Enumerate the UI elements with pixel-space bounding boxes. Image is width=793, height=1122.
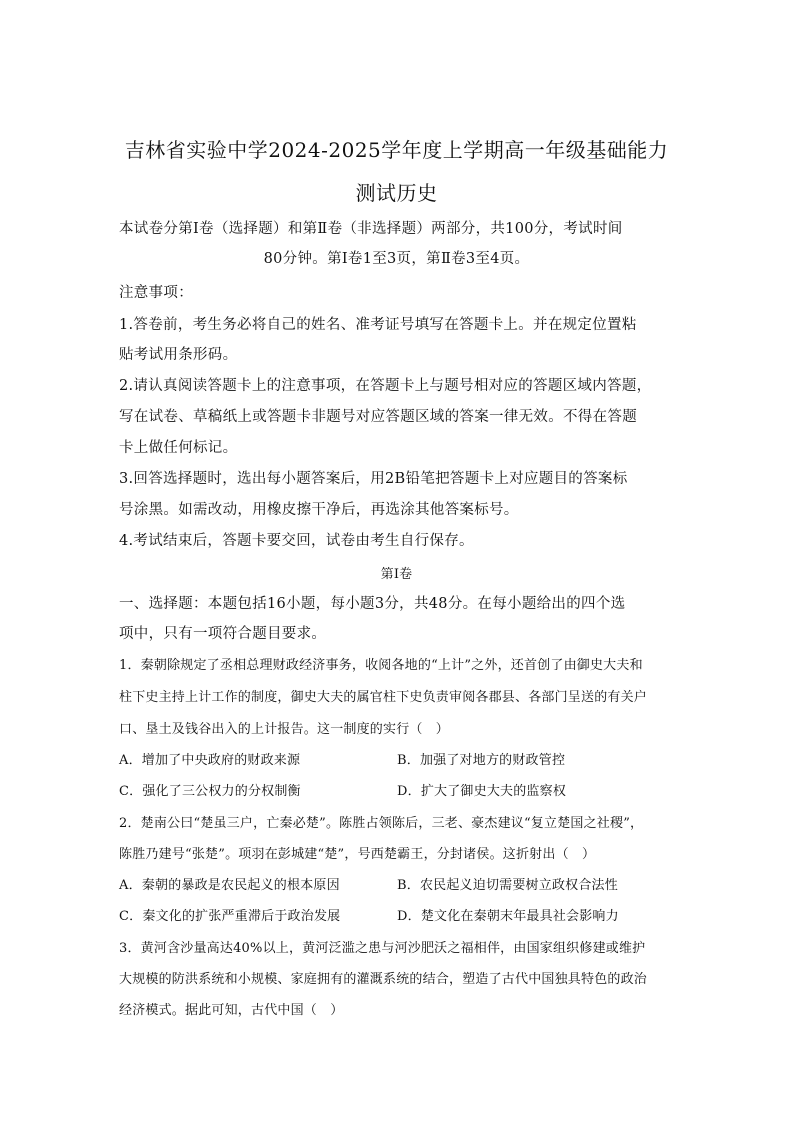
question-2-stem-line-1: 2．楚南公曰“楚虽三户，亡秦必楚”。陈胜占领陈后，三老、豪杰建议“复立楚国之社稷”， bbox=[119, 816, 644, 831]
notice-3-line-2: 号涂黑。如需改动，用橡皮擦干净后，再选涂其他答案标号。 bbox=[119, 502, 519, 518]
question-2-stem-line-2: 陈胜乃建号“张楚”。项羽在彭城建“楚”，号西楚霸王，分封诸侯。这折射出（ ） bbox=[119, 847, 596, 862]
question-2-option-c: C．秦文化的扩张严重滞后于政治发展 bbox=[119, 909, 341, 924]
exam-title-line-2: 测试历史 bbox=[355, 181, 438, 205]
question-1-option-d: D．扩大了御史大夫的监察权 bbox=[397, 784, 567, 799]
notice-1-line-2: 贴考试用条形码。 bbox=[119, 347, 238, 363]
question-1-stem-line-2: 柱下史主持上计工作的制度，御史大夫的属官柱下史负责审阅各郡县、各部门呈送的有关户 bbox=[119, 690, 648, 705]
notice-4-line-1: 4.考试结束后，答题卡要交回，试卷由考生自行保存。 bbox=[119, 533, 474, 549]
notice-1-line-1: 1.答卷前，考生务必将自己的姓名、准考证号填写在答题卡上。并在规定位置粘 bbox=[119, 317, 637, 333]
part-intro-line-2: 项中，只有一项符合题目要求。 bbox=[119, 626, 327, 642]
question-2-option-b: B．农民起义迫切需要树立政权合法性 bbox=[397, 878, 618, 893]
question-3-stem-line-2: 大规模的防洪系统和小规模、家庭拥有的灌溉系统的结合，塑造了古代中国独具特色的政治 bbox=[119, 972, 648, 987]
question-1-option-a: A．增加了中央政府的财政来源 bbox=[119, 753, 301, 768]
intro-line-1: 本试卷分第Ⅰ卷（选择题）和第Ⅱ卷（非选择题）两部分，共100分，考试时间 bbox=[119, 221, 623, 237]
intro-line-2: 80分钟。第Ⅰ卷1至3页，第Ⅱ卷3至4页。 bbox=[263, 251, 530, 267]
question-3-stem-line-1: 3．黄河含沙量高达40%以上，黄河泛滥之患与河沙肥沃之福相伴，由国家组织修建或维护 bbox=[119, 941, 646, 956]
notice-2-line-1: 2.请认真阅读答题卡上的注意事项，在答题卡上与题号相对应的答题区域内答题， bbox=[119, 378, 652, 394]
question-1-stem-line-3: 口、垦土及钱谷出入的上计报告。这一制度的实行（ ） bbox=[119, 722, 450, 737]
exam-title-line-1: 吉林省实验中学2024-2025学年度上学期高一年级基础能力 bbox=[124, 138, 669, 162]
section-heading: 第Ⅰ卷 bbox=[380, 567, 413, 582]
notice-2-line-2: 写在试卷、草稿纸上或答题卡非题号对应答题区域的答案一律无效。不得在答题 bbox=[119, 409, 637, 425]
question-3-stem-line-3: 经济模式。据此可知，古代中国（ ） bbox=[119, 1003, 344, 1018]
notice-2-line-3: 卡上做任何标记。 bbox=[119, 440, 238, 456]
question-1-option-b: B．加强了对地方的财政管控 bbox=[397, 753, 566, 768]
part-intro-line-1: 一、选择题：本题包括16小题，每小题3分，共48分。在每小题给出的四个选 bbox=[119, 596, 626, 612]
question-1-stem-line-1: 1．秦朝除规定了丞相总理财政经济事务，收阅各地的“上计”之外，还首创了由御史大夫和 bbox=[119, 658, 643, 673]
notice-heading: 注意事项： bbox=[119, 285, 193, 301]
question-1-option-c: C．强化了三公权力的分权制衡 bbox=[119, 784, 301, 799]
question-2-option-a: A．秦朝的暴政是农民起义的根本原因 bbox=[119, 878, 340, 893]
question-2-option-d: D．楚文化在秦朝末年最具社会影响力 bbox=[397, 909, 619, 924]
notice-3-line-1: 3.回答选择题时，选出每小题答案后，用2B铅笔把答题卡上对应题目的答案标 bbox=[119, 471, 628, 487]
